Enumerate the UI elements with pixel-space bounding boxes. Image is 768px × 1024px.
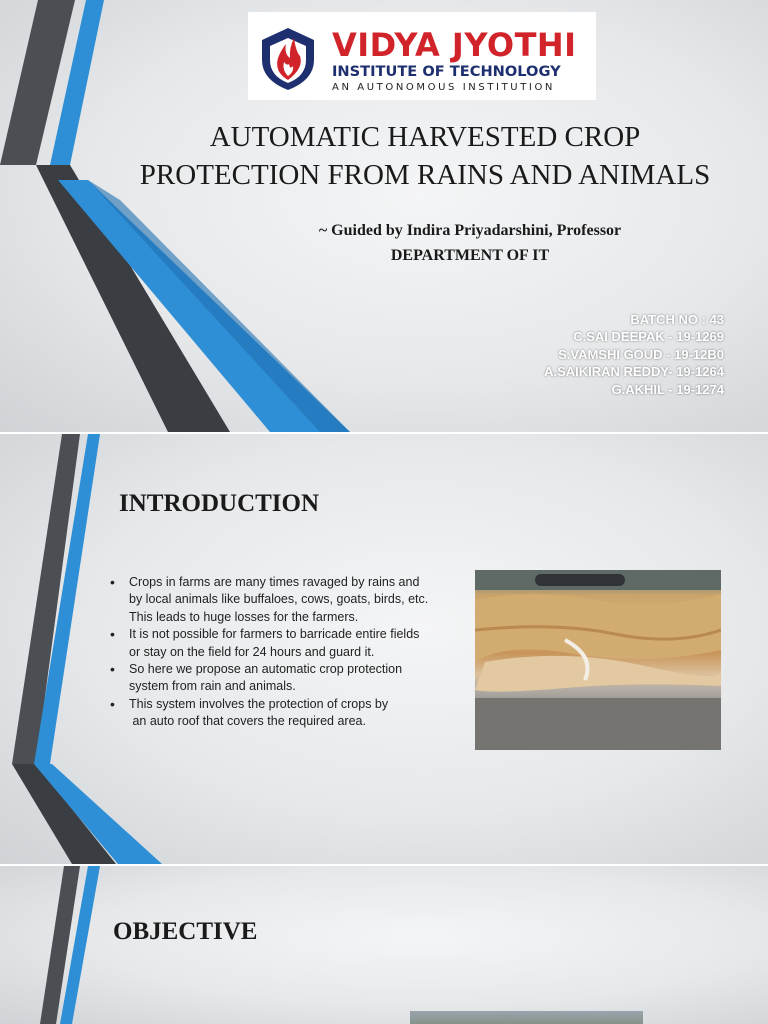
guide-block — [250, 218, 690, 268]
batch-list — [544, 311, 724, 398]
crop-photo — [475, 570, 721, 750]
crop-photo-image — [475, 570, 721, 750]
bullet-line: by local animals like buffaloes, cows, goats, birds, etc. — [129, 592, 429, 607]
batch-member: S.VAMSHI GOUD - 19-12B0 — [558, 346, 724, 362]
guide-text: ~ Guided by Indira Priyadarshini, Professor — [318, 222, 622, 239]
title-line-1: AUTOMATIC HARVESTED CROP — [209, 121, 641, 153]
title-slide — [0, 0, 768, 432]
batch-member: G.AKHIL - 19-1274 — [611, 381, 724, 397]
batch-member: C.SAI DEEPAK - 19-1269 — [573, 329, 724, 345]
title-line-2: PROTECTION FROM RAINS AND ANIMALS — [139, 159, 711, 191]
introduction-bullets — [108, 574, 483, 731]
bullet-line: system from rain and animals. — [129, 679, 296, 694]
bullet-line: This leads to huge losses for the farmers. — [129, 609, 359, 624]
bullet-line: • This system involves the protection of crops by — [129, 696, 389, 711]
objective-heading: OBJECTIVE — [113, 918, 258, 945]
bullet-line: an auto roof that covers the required area. — [129, 714, 366, 729]
list-item — [108, 574, 483, 626]
list-item — [108, 661, 483, 696]
introduction-slide — [0, 434, 768, 864]
presentation-title — [90, 118, 760, 194]
bullet-line: • Crops in farms are many times ravaged by rains and — [129, 575, 420, 589]
list-item — [108, 696, 483, 731]
introduction-heading: INTRODUCTION — [119, 490, 320, 517]
objective-photo — [410, 1011, 643, 1024]
logo-subtitle: INSTITUTE OF TECHNOLOGY — [332, 63, 561, 80]
bullet-line: • It is not possible for farmers to barricade entire fields — [129, 627, 420, 642]
institute-logo — [248, 12, 596, 100]
batch-number: BATCH NO : 43 — [630, 312, 724, 327]
objective-slide — [0, 866, 768, 1024]
flame-shield-icon — [256, 20, 320, 92]
department-text: DEPARTMENT OF IT — [390, 247, 550, 264]
bullet-line: • So here we propose an automatic crop protection — [129, 662, 403, 677]
logo-tagline: AN AUTONOMOUS INSTITUTION — [332, 82, 556, 93]
list-item — [108, 626, 483, 661]
bullet-line: or stay on the field for 24 hours and guard it. — [129, 644, 375, 659]
batch-member: A.SAIKIRAN REDDY- 19-1264 — [544, 364, 724, 380]
logo-name: VIDYA JYOTHI — [332, 26, 577, 64]
